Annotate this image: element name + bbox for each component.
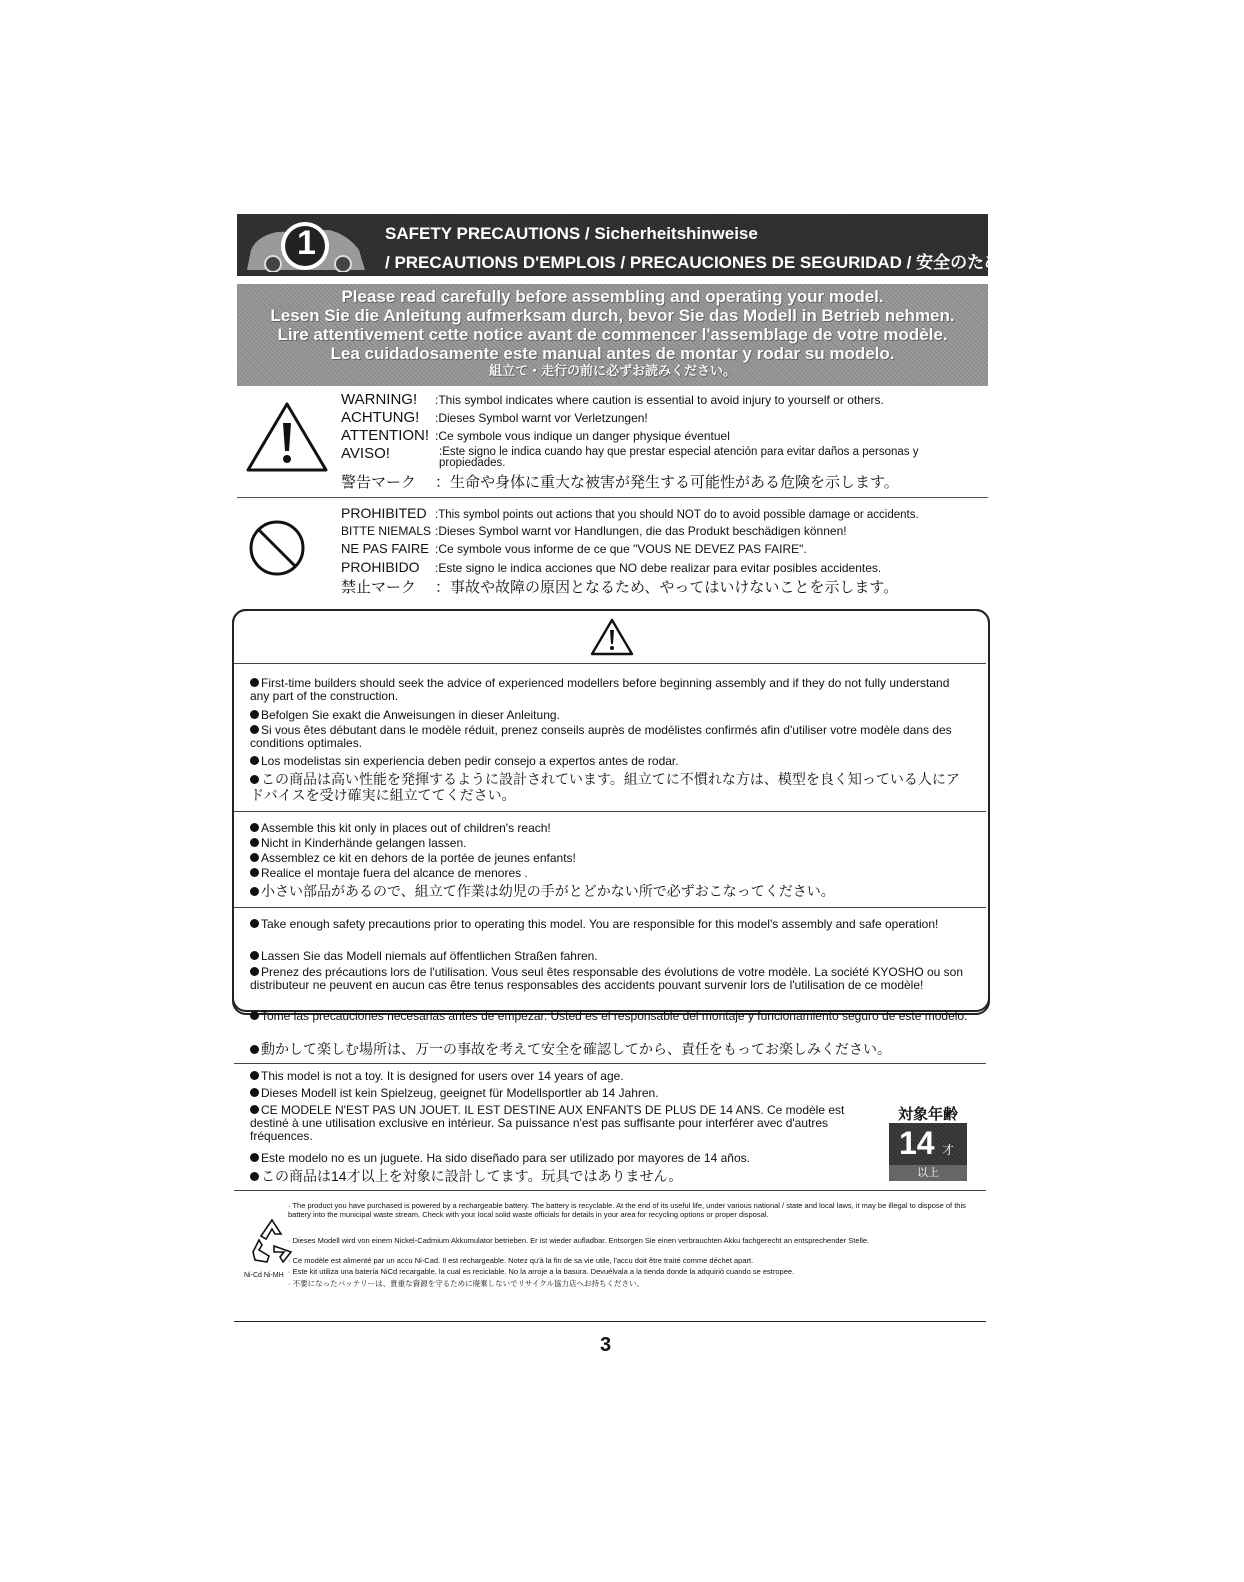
section4-item-es: Este modelo no es un juguete. Ha sido diseñado para ser utilizado por mayores de 14 años. (250, 1152, 970, 1165)
prohibited-row-en: PROHIBITED :This symbol points out actions that you should NOT do to avoid possible damage or accidents. (341, 505, 919, 521)
prohibited-row-jp: 禁止マーク ：事故や故障の原因となるため、やってはいけないことを示します。 (341, 579, 899, 596)
section1-item-es: Los modelistas sin experiencia deben pedir consejo a expertos antes de rodar. (250, 755, 970, 768)
warning-row-jp: 警告マーク ：生命や身体に重大な被害が発生する可能性がある危険を示します。 (341, 474, 899, 491)
caution-triangle-icon (590, 618, 634, 656)
age-badge (889, 1123, 967, 1181)
banner-line-es: Lea cuidadosamente este manual antes de montar y rodar su modelo. (330, 344, 895, 363)
page-number: 3 (600, 1334, 612, 1356)
legend-divider (237, 497, 988, 498)
battery-note-es: · Este kit utiliza una batería NiCd recargable, la cual es reciclable. No la arroje a la basura. Devuélvala a la tienda donde la adquirió cuando se estropee. (288, 1267, 795, 1276)
battery-note-fr: · Ce modèle est alimenté par un accu Ni-Cad. Il est rechargeable. Notez qu'à la fin de sa vie utile, l'accu doit être traité comme déchet apart. (288, 1256, 754, 1265)
banner-line-jp: 組立て・走行の前に必ずお読みください。 (488, 363, 736, 378)
section1-item-jp: この商品は高い性能を発揮するように設計されています。組立てに不慣れな方は、模型を良く知っている人にアドバイスを受け確実に組立ててください。 (250, 771, 960, 803)
age-bottom: 以上 (889, 1165, 967, 1181)
box-separator (234, 811, 986, 812)
section3-item-en: Take enough safety precautions prior to operating this model. You are responsible for this model's assembly and safe operation! (250, 918, 970, 931)
battery-type-label: Ni-Cd Ni-MH (244, 1272, 284, 1279)
section1-item-de: Befolgen Sie exakt die Anweisungen in dieser Anleitung. (250, 709, 970, 722)
banner-line-en: Please read carefully before assembling and operating your model. (341, 287, 884, 306)
section1-item-en: First-time builders should seek the advice of experienced modellers before beginning assembly and if they do not fully understand any part of the construction. (250, 676, 950, 703)
header-title-line1: SAFETY PRECAUTIONS / Sicherheitshinweise (385, 224, 758, 243)
header-title-line2: / PRECAUTIONS D'EMPLOIS / PRECAUCIONES DE SEGURIDAD / 安全のための注意事項 (385, 253, 1087, 272)
section4-item-fr: CE MODELE N'EST PAS UN JOUET. IL EST DESTINE AUX ENFANTS DE PLUS DE 14 ANS. Ce modèle est destiné à une utilisation exclusive en intérieur. Sa puissance n'est pas suffisante pour interférer avec d'autres fréquences. (250, 1103, 845, 1143)
box-separator (234, 1190, 986, 1191)
section2-item-jp: 小さい部品があるので、組立て作業は幼児の手がとどかない所で必ずおこなってください。 (250, 883, 970, 899)
footer-rule (234, 1321, 986, 1322)
section-number: 1 (297, 224, 316, 262)
warning-triangle-icon (245, 401, 329, 473)
section4-item-en: This model is not a toy. It is designed for users over 14 years of age. (250, 1070, 970, 1083)
prohibited-row-fr: NE PAS FAIRE :Ce symbole vous informe de ce que "VOUS NE DEVEZ PAS FAIRE". (341, 541, 807, 556)
battery-note-de: · Dieses Modell wird von einem Nickel-Cadmium Akkumulator betrieben. Er ist wieder aufladbar. Entsorgen Sie einen verbrauchten Akku fachgerecht an entsprechender Stelle. (288, 1236, 870, 1245)
section2-item-es: Realice el montaje fuera del alcance de menores . (250, 867, 970, 880)
banner-line-de: Lesen Sie die Anleitung aufmerksam durch, bevor Sie das Modell in Betrieb nehmen. (270, 306, 955, 325)
section3-item-jp: 動かして楽しむ場所は、万一の事故を考えて安全を確認してから、責任をもってお楽しみください。 (250, 1041, 970, 1057)
banner-line-fr: Lire attentivement cette notice avant de commencer l'assemblage de votre modèle. (277, 325, 948, 344)
warning-row-es: AVISO! :Este signo le indica cuando hay que prestar especial atención para evitar daños a personas y propiedades. (341, 445, 919, 469)
age-unit: 才 (942, 1143, 955, 1157)
prohibited-row-de: BITTE NIEMALS :Dieses Symbol warnt vor Handlungen, die das Produkt beschädigen können! (341, 524, 847, 538)
box-separator (234, 1063, 986, 1064)
section1-item-fr: Si vous êtes débutant dans le modèle réduit, prenez conseils auprès de modélistes confirmés afin d'utiliser votre modèle dans des conditions optimales. (250, 723, 952, 750)
box-separator (234, 663, 986, 664)
prohibited-row-es: PROHIBIDO :Este signo le indica acciones que NO debe realizar para evitar posibles accidentes. (341, 559, 882, 575)
battery-note-en: · The product you have purchased is powered by a rechargeable battery. The battery is recyclable. At the end of its useful life, under various national / state and local laws, it may be illegal to dispose of this battery into the municipal waste stream. Check with your local solid waste officials for details in your area for recycling options or proper disposal. (288, 1201, 966, 1219)
age-badge-label: 対象年齢 (898, 1106, 959, 1123)
section3-item-de: Lassen Sie das Modell niemals auf öffentlichen Straßen fahren. (250, 950, 970, 963)
read-carefully-banner (237, 284, 988, 386)
warning-row-fr: ATTENTION! :Ce symbole vous indique un danger physique éventuel (341, 427, 730, 444)
section4-item-de: Dieses Modell ist kein Spielzeug, geeignet für Modellsportler ab 14 Jahren. (250, 1087, 970, 1100)
section3-item-es: Tome las precauciones necesarias antes de empezar. Usted es el responsable del montaje y funcionamiento seguro de este modelo. (250, 1010, 970, 1023)
box-separator (234, 907, 986, 908)
section4-item-jp: この商品は14才以上を対象に設計してます。玩具ではありません。 (250, 1168, 970, 1184)
age-number: 14 (899, 1125, 935, 1161)
section-header (237, 214, 1087, 276)
section2-item-en: Assemble this kit only in places out of children's reach! (250, 822, 970, 835)
warning-row-de: ACHTUNG! :Dieses Symbol warnt vor Verletzungen! (341, 409, 648, 426)
section2-item-fr: Assemblez ce kit en dehors de la portée de jeunes enfants! (250, 852, 970, 865)
section3-item-fr: Prenez des précautions lors de l'utilisation. Vous seul êtes responsable des évolutions de votre modèle. La société KYOSHO ou son distributeur ne peuvent en aucun cas être tenus responsables des accidents pouvant survenir lors de l'utilisation de ce modèle! (250, 965, 964, 992)
warning-row-en: WARNING! :This symbol indicates where caution is essential to avoid injury to yourself or others. (341, 391, 884, 408)
section2-item-de: Nicht in Kinderhände gelangen lassen. (250, 837, 970, 850)
battery-note-jp: · 不要になったバッテリーは、貴重な資源を守るために廃棄しないでリサイクル協力店へお持ちください。 (288, 1279, 645, 1288)
prohibited-icon (248, 519, 306, 577)
